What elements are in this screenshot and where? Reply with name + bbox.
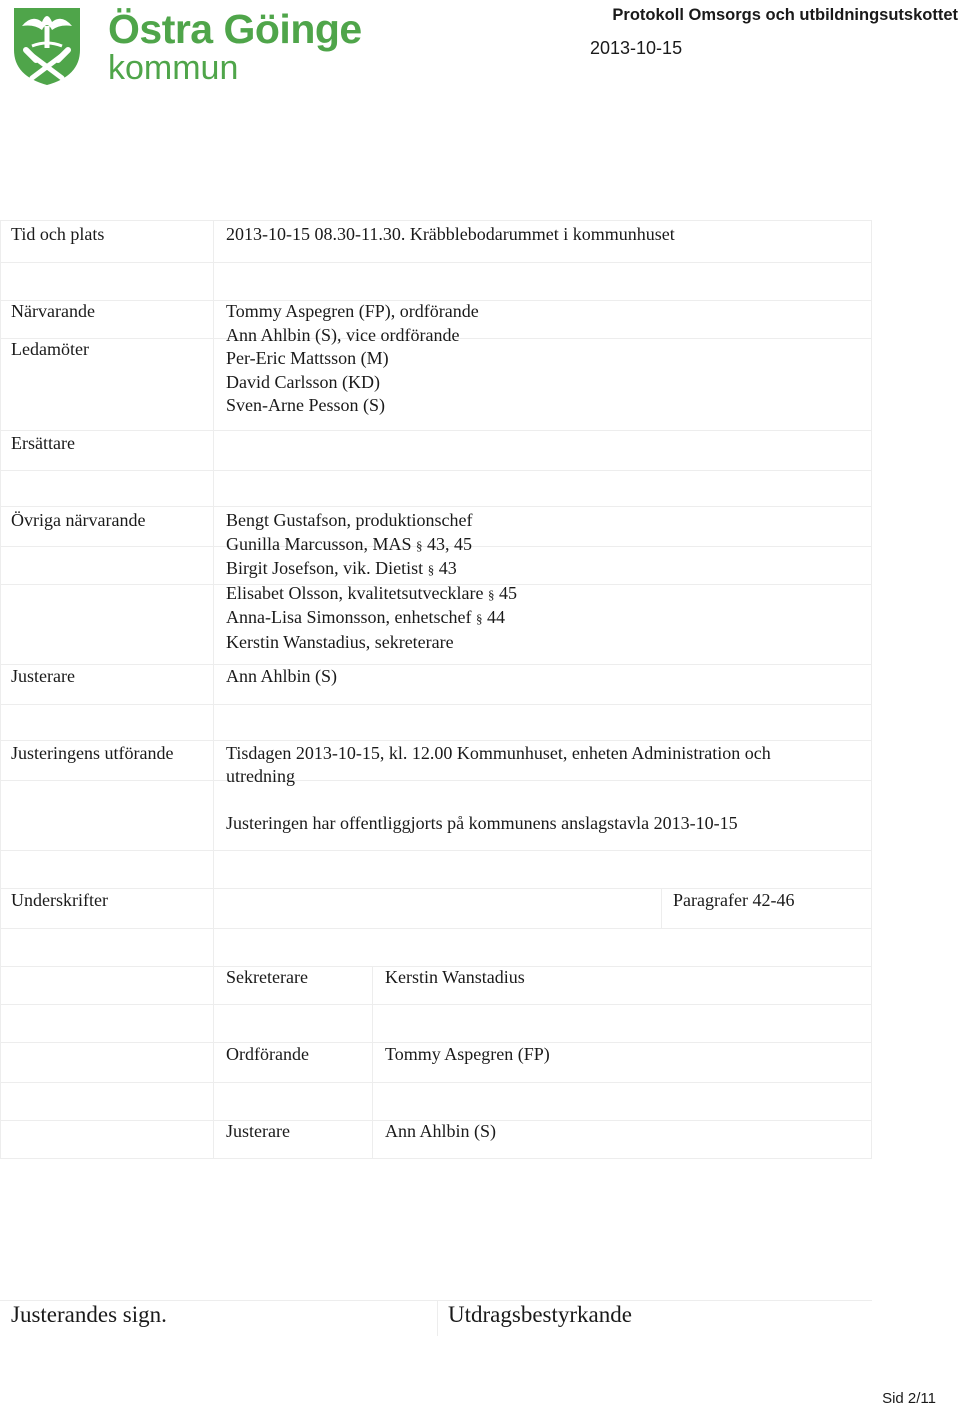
list-item: Sven-Arne Pesson (S)	[226, 395, 385, 415]
page-number: Sid 2/11	[882, 1390, 936, 1407]
sekreterare-label: Sekreterare	[226, 967, 308, 987]
footer-divider	[0, 1300, 872, 1301]
utdragsbestyrkande-label: Utdragsbestyrkande	[448, 1302, 632, 1327]
anslag-notice: Justeringen har offentliggjorts på kommunens anslagstavla 2013-10-15	[226, 813, 738, 833]
list-item: Gunilla Marcusson, MAS § 43, 45	[226, 533, 472, 554]
list-item: Tommy Aspegren (FP), ordförande	[226, 301, 479, 321]
ovriga-narvarande-label: Övriga närvarande	[11, 510, 146, 530]
paragrafer-value: Paragrafer 42-46	[673, 890, 795, 910]
justeringens-utforande-line1: Tisdagen 2013-10-15, kl. 12.00 Kommunhuset, enheten Administration och	[226, 743, 771, 763]
list-item: Anna-Lisa Simonsson, enhetschef § 44	[226, 607, 505, 627]
justerare-value: Ann Ahlbin (S)	[226, 666, 338, 686]
underskrifter-label: Underskrifter	[11, 890, 108, 910]
paragraph-sign-icon: §	[416, 537, 423, 553]
ledamoter-label: Ledamöter	[11, 339, 89, 359]
narvarande-label: Närvarande	[11, 301, 95, 321]
paragraph-sign-icon: §	[475, 611, 483, 626]
ordforande-name: Tommy Aspegren (FP)	[385, 1044, 550, 1064]
ovriga-list	[226, 509, 517, 654]
footer-column-divider	[437, 1300, 438, 1336]
sekreterare-name: Kerstin Wanstadius	[385, 967, 525, 987]
logo-name: Östra Göinge	[108, 6, 362, 52]
list-item: Birgit Josefson, vik. Dietist § 43	[226, 558, 457, 578]
list-item: Per-Eric Mattsson (M)	[226, 348, 389, 368]
paragraph-sign-icon: §	[487, 586, 495, 602]
justerare-sign-label: Justerare	[226, 1121, 290, 1141]
paragraph-sign-icon: §	[427, 562, 435, 577]
justerandes-sign-label: Justerandes sign.	[11, 1302, 167, 1327]
list-item: Elisabet Olsson, kvalitetsutvecklare § 45	[226, 582, 517, 603]
document-title: Protokoll Omsorgs och utbildningsutskottet	[612, 6, 958, 24]
ordforande-label: Ordförande	[226, 1044, 309, 1064]
coat-of-arms-icon	[12, 6, 82, 86]
list-item: David Carlsson (KD)	[226, 371, 380, 392]
justerare-label: Justerare	[11, 666, 75, 686]
list-item: Bengt Gustafson, produktionschef	[226, 510, 473, 530]
justerare-sign-name: Ann Ahlbin (S)	[385, 1121, 497, 1141]
tid-och-plats-value: 2013-10-15 08.30-11.30. Kräbblebodarummet i kommunhuset	[226, 224, 675, 244]
ledamoter-list	[226, 300, 479, 418]
tid-och-plats-label: Tid och plats	[11, 224, 105, 244]
ersattare-label: Ersättare	[11, 433, 75, 453]
list-item: Ann Ahlbin (S), vice ordförande	[226, 324, 460, 345]
municipality-logo	[12, 6, 362, 90]
logo-kommun: kommun	[108, 49, 239, 87]
document-date: 2013-10-15	[590, 38, 683, 58]
list-item: Kerstin Wanstadius, sekreterare	[226, 631, 454, 652]
justeringens-utforande-line2: utredning	[226, 766, 295, 786]
justeringens-utforande-label: Justeringens utförande	[11, 743, 174, 763]
